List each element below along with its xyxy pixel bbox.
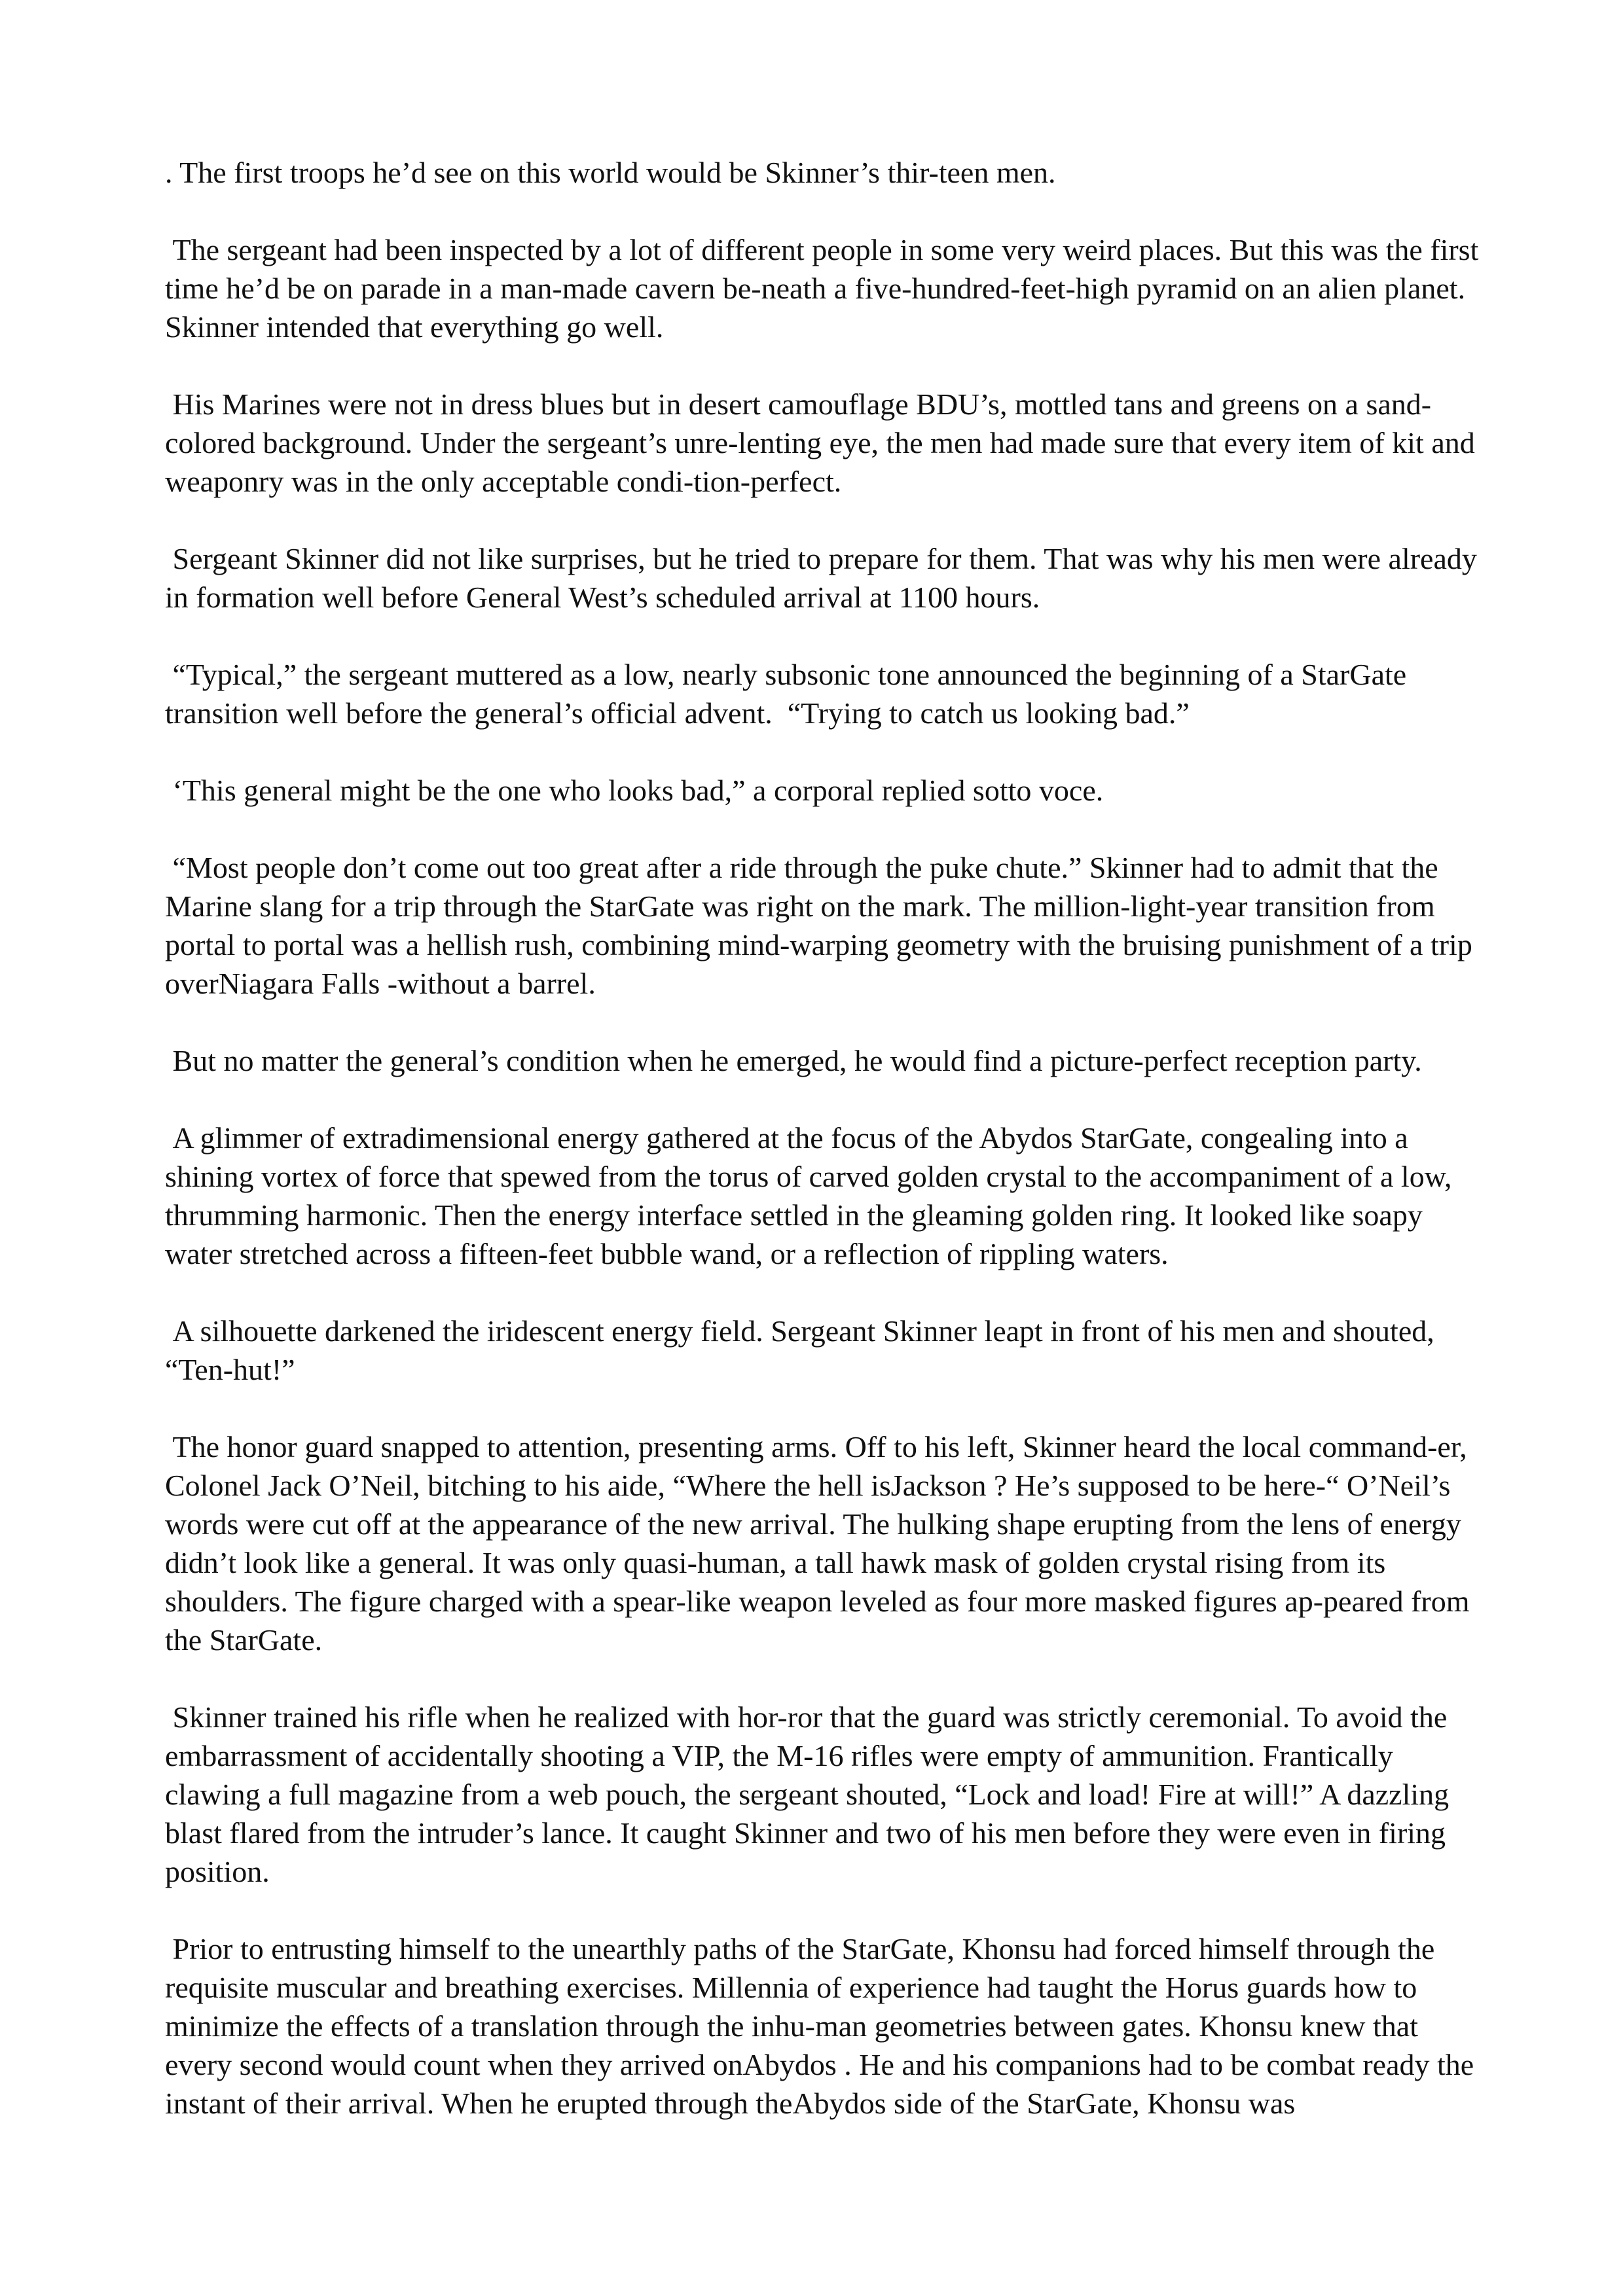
paragraph: The honor guard snapped to attention, presenting arms. Off to his left, Skinner heard the local command-er, Colonel Jack O’Neil, bitching to his aide, “Where the hell isJackson ? He’s supposed to be here-“ O’Neil’s words were cut off at the appearance of the new arrival. The hulking shape erupting from the lens of energy didn’t look like a general. It was only quasi-human, a tall hawk mask of golden crystal rising from its shoulders. The figure charged with a spear-like weapon leveled as four more masked figures ap-peared from the StarGate. [165, 1430, 1478, 1657]
paragraph: Skinner trained his rifle when he realized with hor-ror that the guard was strictly ceremonial. To avoid the embarrassment of accidentally shooting a VIP, the M-16 rifles were empty of ammunition. Frantically clawing a full magazine from a web pouch, the sergeant shouted, “Lock and load! Fire at will!” A dazzling blast flared from the intruder’s lance. It caught Skinner and two of his men before they were even in firing position. [165, 1700, 1457, 1888]
paragraph: But no matter the general’s condition when he emerged, he would find a picture-perfect reception party. [165, 1044, 1422, 1077]
paragraph: Sergeant Skinner did not like surprises, but he tried to prepare for them. That was why his men were already in formation well before General West’s scheduled arrival at 1100 hours. [165, 542, 1485, 614]
paragraph: Prior to entrusting himself to the unearthly paths of the StarGate, Khonsu had forced himself through the requisite muscular and breathing exercises. Millennia of experience had taught the Horus guards how to minimize the effects of a translation through the inhu-man geometries between gates. Khonsu knew that every second would count when they arrived onAbydos . He and his companions had to be combat ready the instant of their arrival. When he erupted through theAbydos side of the StarGate, Khonsu was [165, 1932, 1482, 2120]
paragraph: ‘This general might be the one who looks bad,” a corporal replied sotto voce. [165, 774, 1104, 807]
paragraph: . The first troops he’d see on this world would be Skinner’s thir-teen men. [165, 156, 1056, 189]
paragraph: His Marines were not in dress blues but in desert camouflage BDU’s, mottled tans and greens on a sand-colored background. Under the sergeant’s unre-lenting eye, the men had made sure that every item of kit and weaponry was in the only acceptable condi-tion-perfect. [165, 387, 1483, 498]
paragraph: “Most people don’t come out too great after a ride through the puke chute.” Skinner had to admit that the Marine slang for a trip through the StarGate was right on the mark. The million-light-year transition from portal to portal was a hellish rush, combining mind-warping geometry with the bruising punishment of a trip overNiagara Falls -without a barrel. [165, 851, 1480, 1000]
paragraph: The sergeant had been inspected by a lot of different people in some very weird places. But this was the first time he’d be on parade in a man-made cavern be-neath a five-hundred-feet-high pyramid on an alien planet. Skinner intended that everything go well. [165, 233, 1486, 344]
paragraph: “Typical,” the sergeant muttered as a low, nearly subsonic tone announced the beginning of a StarGate transition well before the general’s official advent. “Trying to catch us looking bad.” [165, 658, 1414, 730]
document-page [165, 153, 1486, 2161]
paragraph: A silhouette darkened the iridescent energy field. Sergeant Skinner leapt in front of his men and shouted, “Ten-hut!” [165, 1314, 1442, 1386]
paragraph: A glimmer of extradimensional energy gathered at the focus of the Abydos StarGate, congealing into a shining vortex of force that spewed from the torus of carved golden crystal to the accompaniment of a low, thrumming harmonic. Then the energy interface settled in the gleaming golden ring. It looked like soapy water stretched across a fifteen-feet bubble wand, or a reflection of rippling waters. [165, 1121, 1459, 1270]
